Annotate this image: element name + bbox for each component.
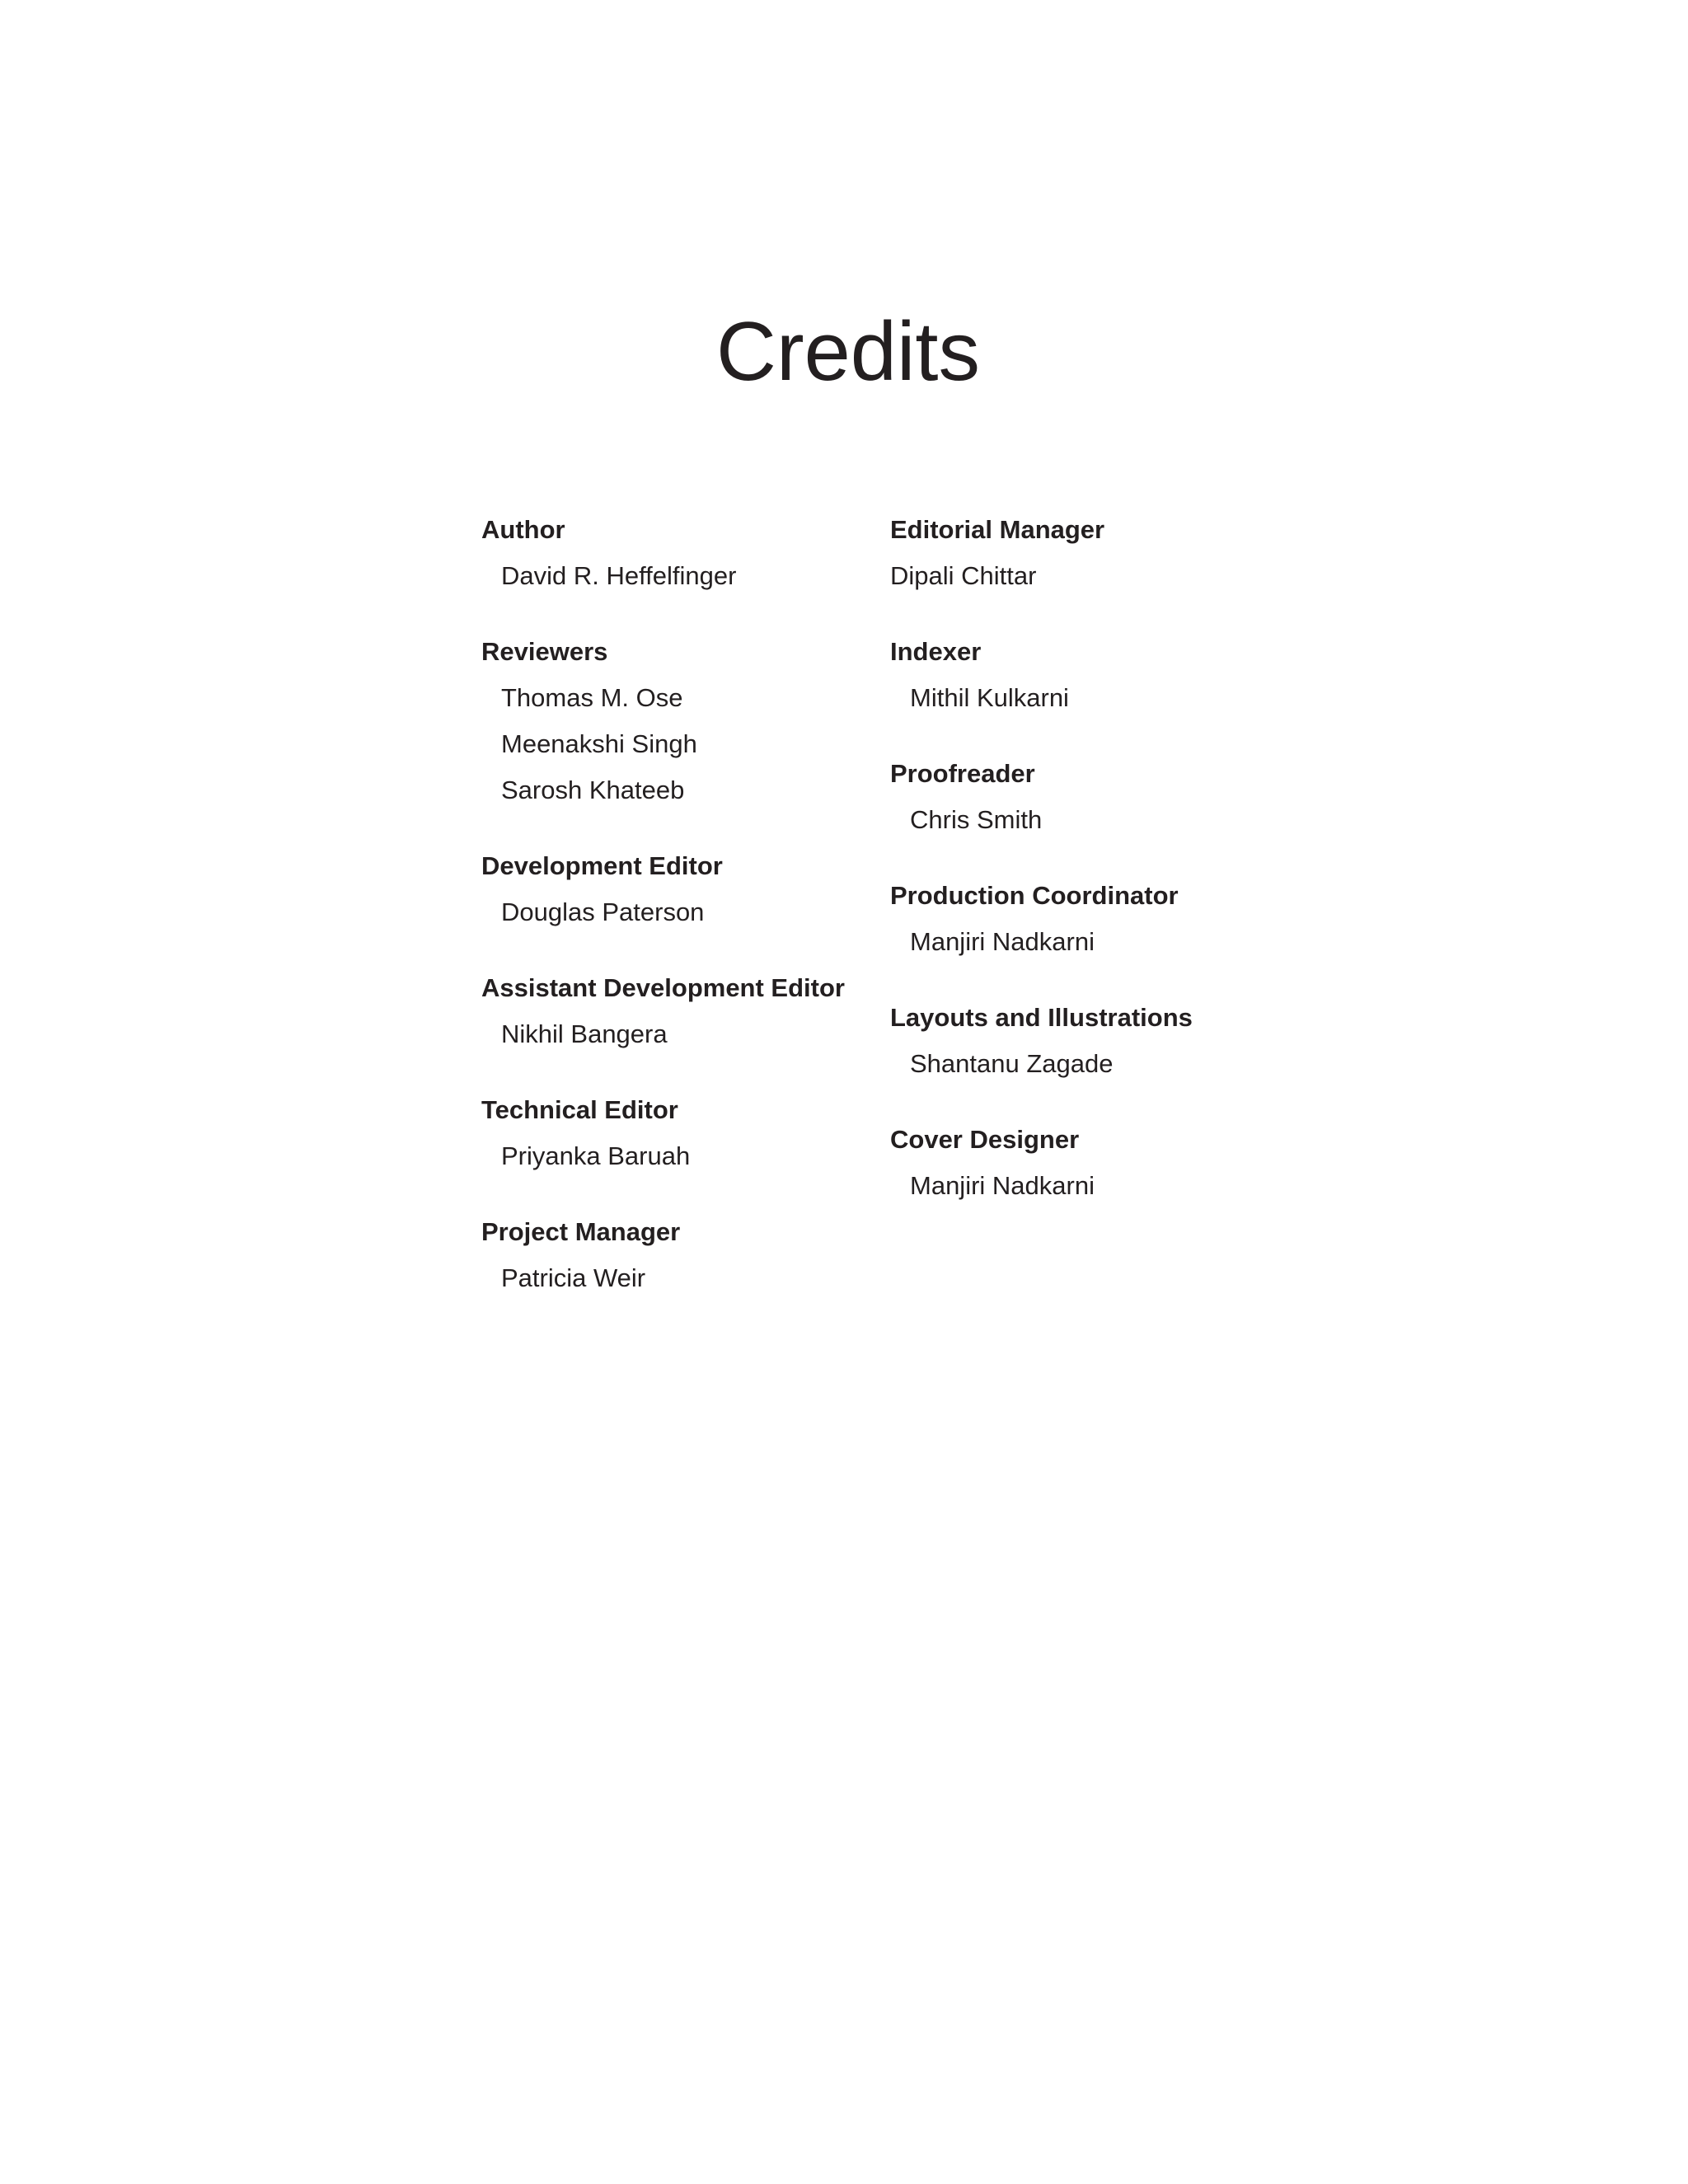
credit-section-indexer xyxy=(890,629,1319,721)
credits-right-column xyxy=(890,507,1319,1239)
credit-section-proofreader xyxy=(890,751,1319,843)
credit-role: Cover Designer xyxy=(890,1125,1080,1154)
credit-person: Mithil Kulkarni xyxy=(910,683,1069,712)
credit-section-editorial-manager xyxy=(890,507,1319,599)
credit-role: Proofreader xyxy=(890,759,1035,788)
credit-person: Shantanu Zagade xyxy=(910,1049,1114,1078)
credits-left-column xyxy=(481,507,869,1331)
credit-role: Production Coordinator xyxy=(890,881,1179,910)
credit-role: Reviewers xyxy=(481,637,608,666)
credit-person: Nikhil Bangera xyxy=(501,1019,668,1048)
credit-role: Project Manager xyxy=(481,1217,681,1246)
credit-person: Priyanka Baruah xyxy=(501,1141,691,1170)
credit-person: Sarosh Khateeb xyxy=(501,776,685,804)
credit-role: Development Editor xyxy=(481,851,723,880)
credit-person: Douglas Paterson xyxy=(501,898,705,926)
credit-role: Layouts and Illustrations xyxy=(890,1003,1193,1032)
page-title: Credits xyxy=(716,306,980,398)
credit-role: Author xyxy=(481,515,565,544)
credit-person: Thomas M. Ose xyxy=(501,683,683,712)
credit-section-cover-designer xyxy=(890,1117,1319,1209)
credit-section-assistant-development-editor xyxy=(481,965,869,1057)
credit-section-technical-editor xyxy=(481,1087,869,1179)
credit-person: David R. Heffelfinger xyxy=(501,561,737,590)
credit-role: Assistant Development Editor xyxy=(481,973,845,1002)
credit-person: Manjiri Nadkarni xyxy=(910,927,1095,956)
credit-person: Dipali Chittar xyxy=(890,561,1037,590)
credit-person: Chris Smith xyxy=(910,805,1043,834)
credit-section-layouts-and-illustrations xyxy=(890,995,1319,1087)
credit-person: Meenakshi Singh xyxy=(501,729,697,758)
credit-section-author xyxy=(481,507,869,599)
credit-role: Indexer xyxy=(890,637,982,666)
credit-role: Editorial Manager xyxy=(890,515,1105,544)
credit-section-project-manager xyxy=(481,1209,869,1301)
credit-person: Patricia Weir xyxy=(501,1263,646,1292)
credit-role: Technical Editor xyxy=(481,1095,678,1124)
credit-section-reviewers xyxy=(481,629,869,813)
credit-section-development-editor xyxy=(481,843,869,935)
credit-person: Manjiri Nadkarni xyxy=(910,1171,1095,1200)
credit-section-production-coordinator xyxy=(890,873,1319,965)
